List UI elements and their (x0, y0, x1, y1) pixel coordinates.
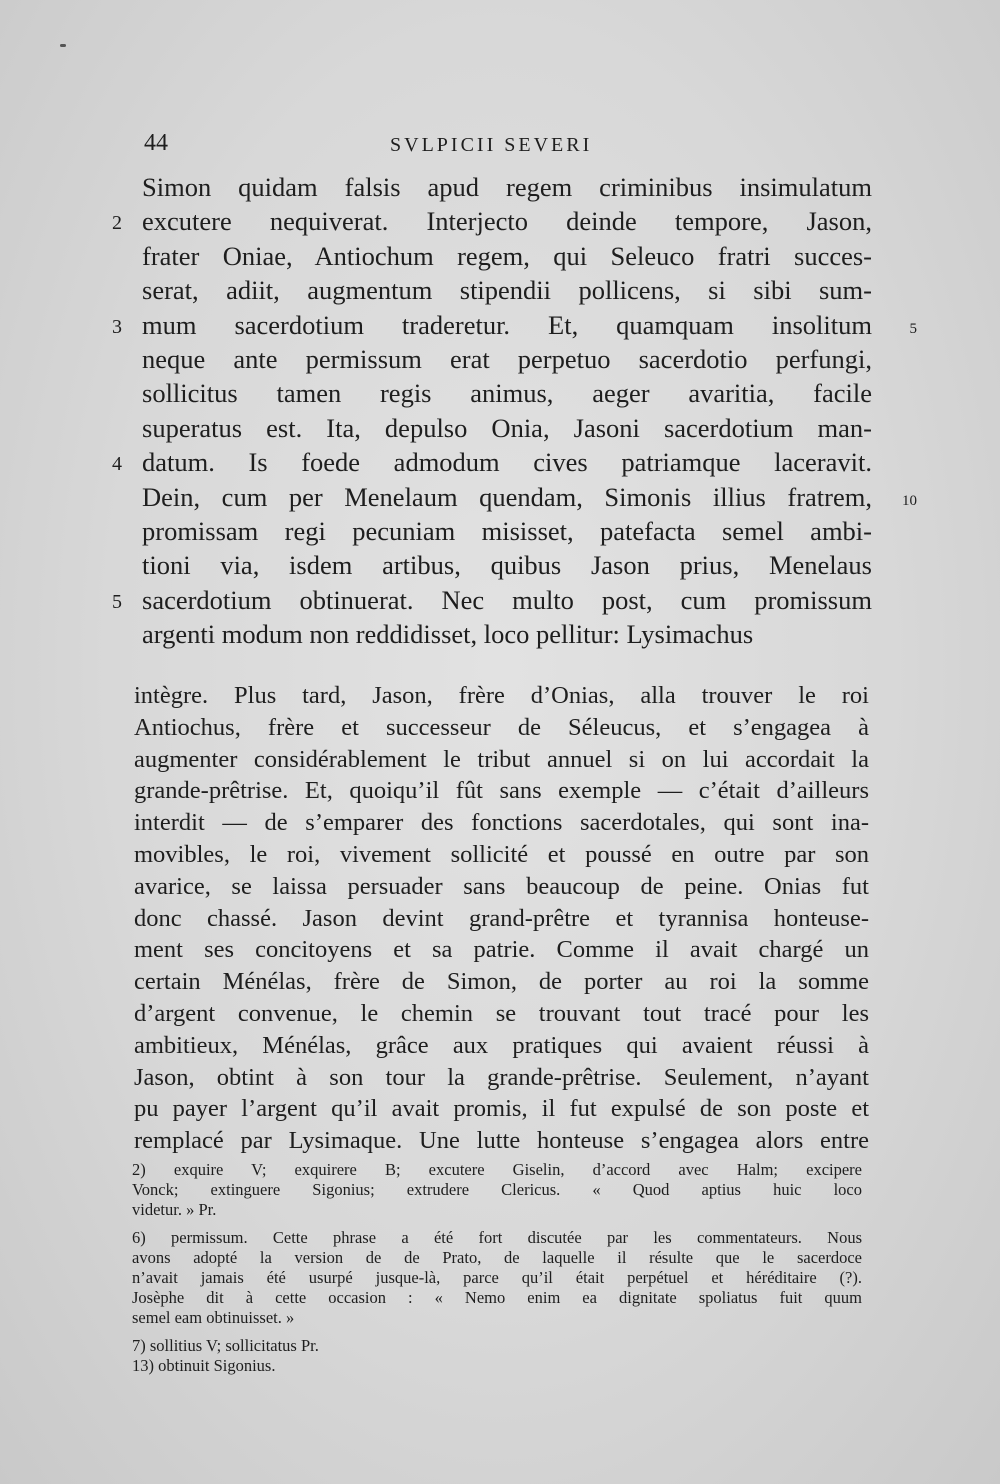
latin-line-text: promissam regi pecuniam misisset, patefacta semel ambi- (142, 515, 872, 546)
latin-line (142, 239, 872, 273)
latin-line-text: sacerdotium obtinuerat. Nec multo post, cum promissum (142, 584, 872, 615)
latin-line-text: Simon quidam falsis apud regem criminibus insimulatum (142, 172, 872, 202)
latin-line (142, 548, 872, 582)
latin-line-text: neque ante permissum erat perpetuo sacerdotio perfungi, (142, 343, 872, 374)
latin-line (142, 342, 872, 376)
latin-line (112, 204, 872, 238)
latin-line (112, 583, 872, 617)
french-line: ment ses concitoyens et sa patrie. Comme il avait chargé un (134, 936, 869, 964)
latin-line-text: Dein, cum per Menelaum quendam, Simonis illius fratrem, (142, 481, 872, 512)
footnote-line: n’avait jamais été usurpé jusque-là, parce qu’il était perpétuel et héréditaire (?). (132, 1268, 862, 1287)
footnotes-block (132, 1160, 862, 1376)
footnote-line: Josèphe dit à cette occasion : « Nemo enim ea dignitate spoliatus fuit quum (132, 1288, 862, 1307)
footnote-line: 2) exquire V; exquirere B; excutere Giselin, d’accord avec Halm; excipere (132, 1160, 862, 1179)
latin-line-text: sollicitus tamen regis animus, aeger avaritia, facile (142, 378, 872, 409)
french-line: d’argent convenue, le chemin se trouvant tout tracé pour les (134, 999, 869, 1027)
latin-line (142, 170, 872, 204)
french-line: avarice, se laissa persuader sans beaucoup de peine. Onias fut (134, 872, 869, 900)
verse-number: 4 (112, 453, 122, 476)
line-number: 10 (902, 492, 917, 509)
footnote (132, 1356, 862, 1376)
latin-line-text: serat, adiit, augmentum stipendii pollicens, si sibi sum- (142, 275, 872, 306)
footnote (132, 1228, 862, 1328)
french-line: Jason, obtint à son tour la grande-prêtrise. Seulement, n’ayant (134, 1063, 869, 1091)
latin-line-text: superatus est. Ita, depulso Onia, Jasoni sacerdotium man- (142, 412, 872, 443)
latin-line (142, 514, 872, 548)
french-line: augmenter considérablement le tribut annuel si on lui accordait la (134, 745, 869, 773)
french-line: intègre. Plus tard, Jason, frère d’Onias, alla trouver le roi (134, 682, 869, 709)
french-line: ambitieux, Ménélas, grâce aux pratiques qui avaient réussi à (134, 1031, 869, 1059)
footnote-gap (132, 1220, 862, 1228)
line-number: 5 (909, 320, 917, 337)
footnote-line: semel eam obtinuisset. » (132, 1308, 295, 1327)
latin-line-text: argenti modum non reddidisset, loco pellitur: Lysimachus (142, 619, 754, 650)
ink-speck (60, 44, 66, 47)
french-translation-block (134, 680, 869, 1157)
footnote (132, 1160, 862, 1220)
footnote-line: 6) permissum. Cette phrase a été fort discutée par les commentateurs. Nous (132, 1228, 862, 1247)
french-line: donc chassé. Jason devint grand-prêtre et tyrannisa honteuse- (134, 904, 869, 932)
page-number: 44 (144, 130, 168, 156)
french-line: movibles, le roi, vivement sollicité et poussé en outre par son (134, 840, 869, 868)
latin-line (142, 480, 917, 514)
latin-line (142, 376, 872, 410)
verse-number: 5 (112, 590, 122, 613)
latin-line (142, 617, 872, 651)
running-title: SVLPICII SEVERI (390, 134, 593, 156)
latin-line-text: mum sacerdotium traderetur. Et, quamquam insolitum (142, 309, 872, 340)
latin-line (112, 308, 917, 342)
latin-line (112, 445, 872, 479)
footnote-line: videtur. » Pr. (132, 1200, 217, 1219)
footnote-line: Vonck; extinguere Sigonius; extrudere Clericus. « Quod aptius huic loco (132, 1180, 862, 1199)
footnote (132, 1336, 862, 1356)
footnote-line: 13) obtinuit Sigonius. (132, 1356, 276, 1375)
footnote-line: avons adopté la version de de Prato, de laquelle il résulte que le sacerdoce (132, 1248, 862, 1267)
page-header (140, 130, 870, 164)
french-line: pu payer l’argent qu’il avait promis, il fut expulsé de son poste et (134, 1095, 869, 1123)
latin-line (142, 273, 872, 307)
latin-line-text: tioni via, isdem artibus, quibus Jason prius, Menelaus (142, 550, 872, 581)
latin-line (142, 411, 872, 445)
latin-line-text: excutere nequiverat. Interjecto deinde tempore, Jason, (142, 206, 872, 237)
latin-line-text: datum. Is foede admodum cives patriamque laceravit. (142, 447, 872, 478)
latin-line-text: frater Oniae, Antiochum regem, qui Seleuco fratri succes- (142, 240, 872, 271)
french-line: interdit — de s’emparer des fonctions sacerdotales, qui sont ina- (134, 809, 869, 837)
verse-number: 2 (112, 212, 122, 235)
french-line: grande-prêtrise. Et, quoiqu’il fût sans exemple — c’était d’ailleurs (134, 777, 869, 805)
latin-text-block (112, 170, 917, 651)
verse-number: 3 (112, 315, 122, 338)
footnote-gap (132, 1328, 862, 1336)
footnote-line: 7) sollitius V; sollicitatus Pr. (132, 1336, 319, 1355)
french-line: Antiochus, frère et successeur de Séleucus, et s’engagea à (134, 713, 869, 741)
french-line: certain Ménélas, frère de Simon, de porter au roi la somme (134, 968, 869, 996)
french-line: remplacé par Lysimaque. Une lutte honteuse s’engagea alors entre (134, 1127, 869, 1155)
